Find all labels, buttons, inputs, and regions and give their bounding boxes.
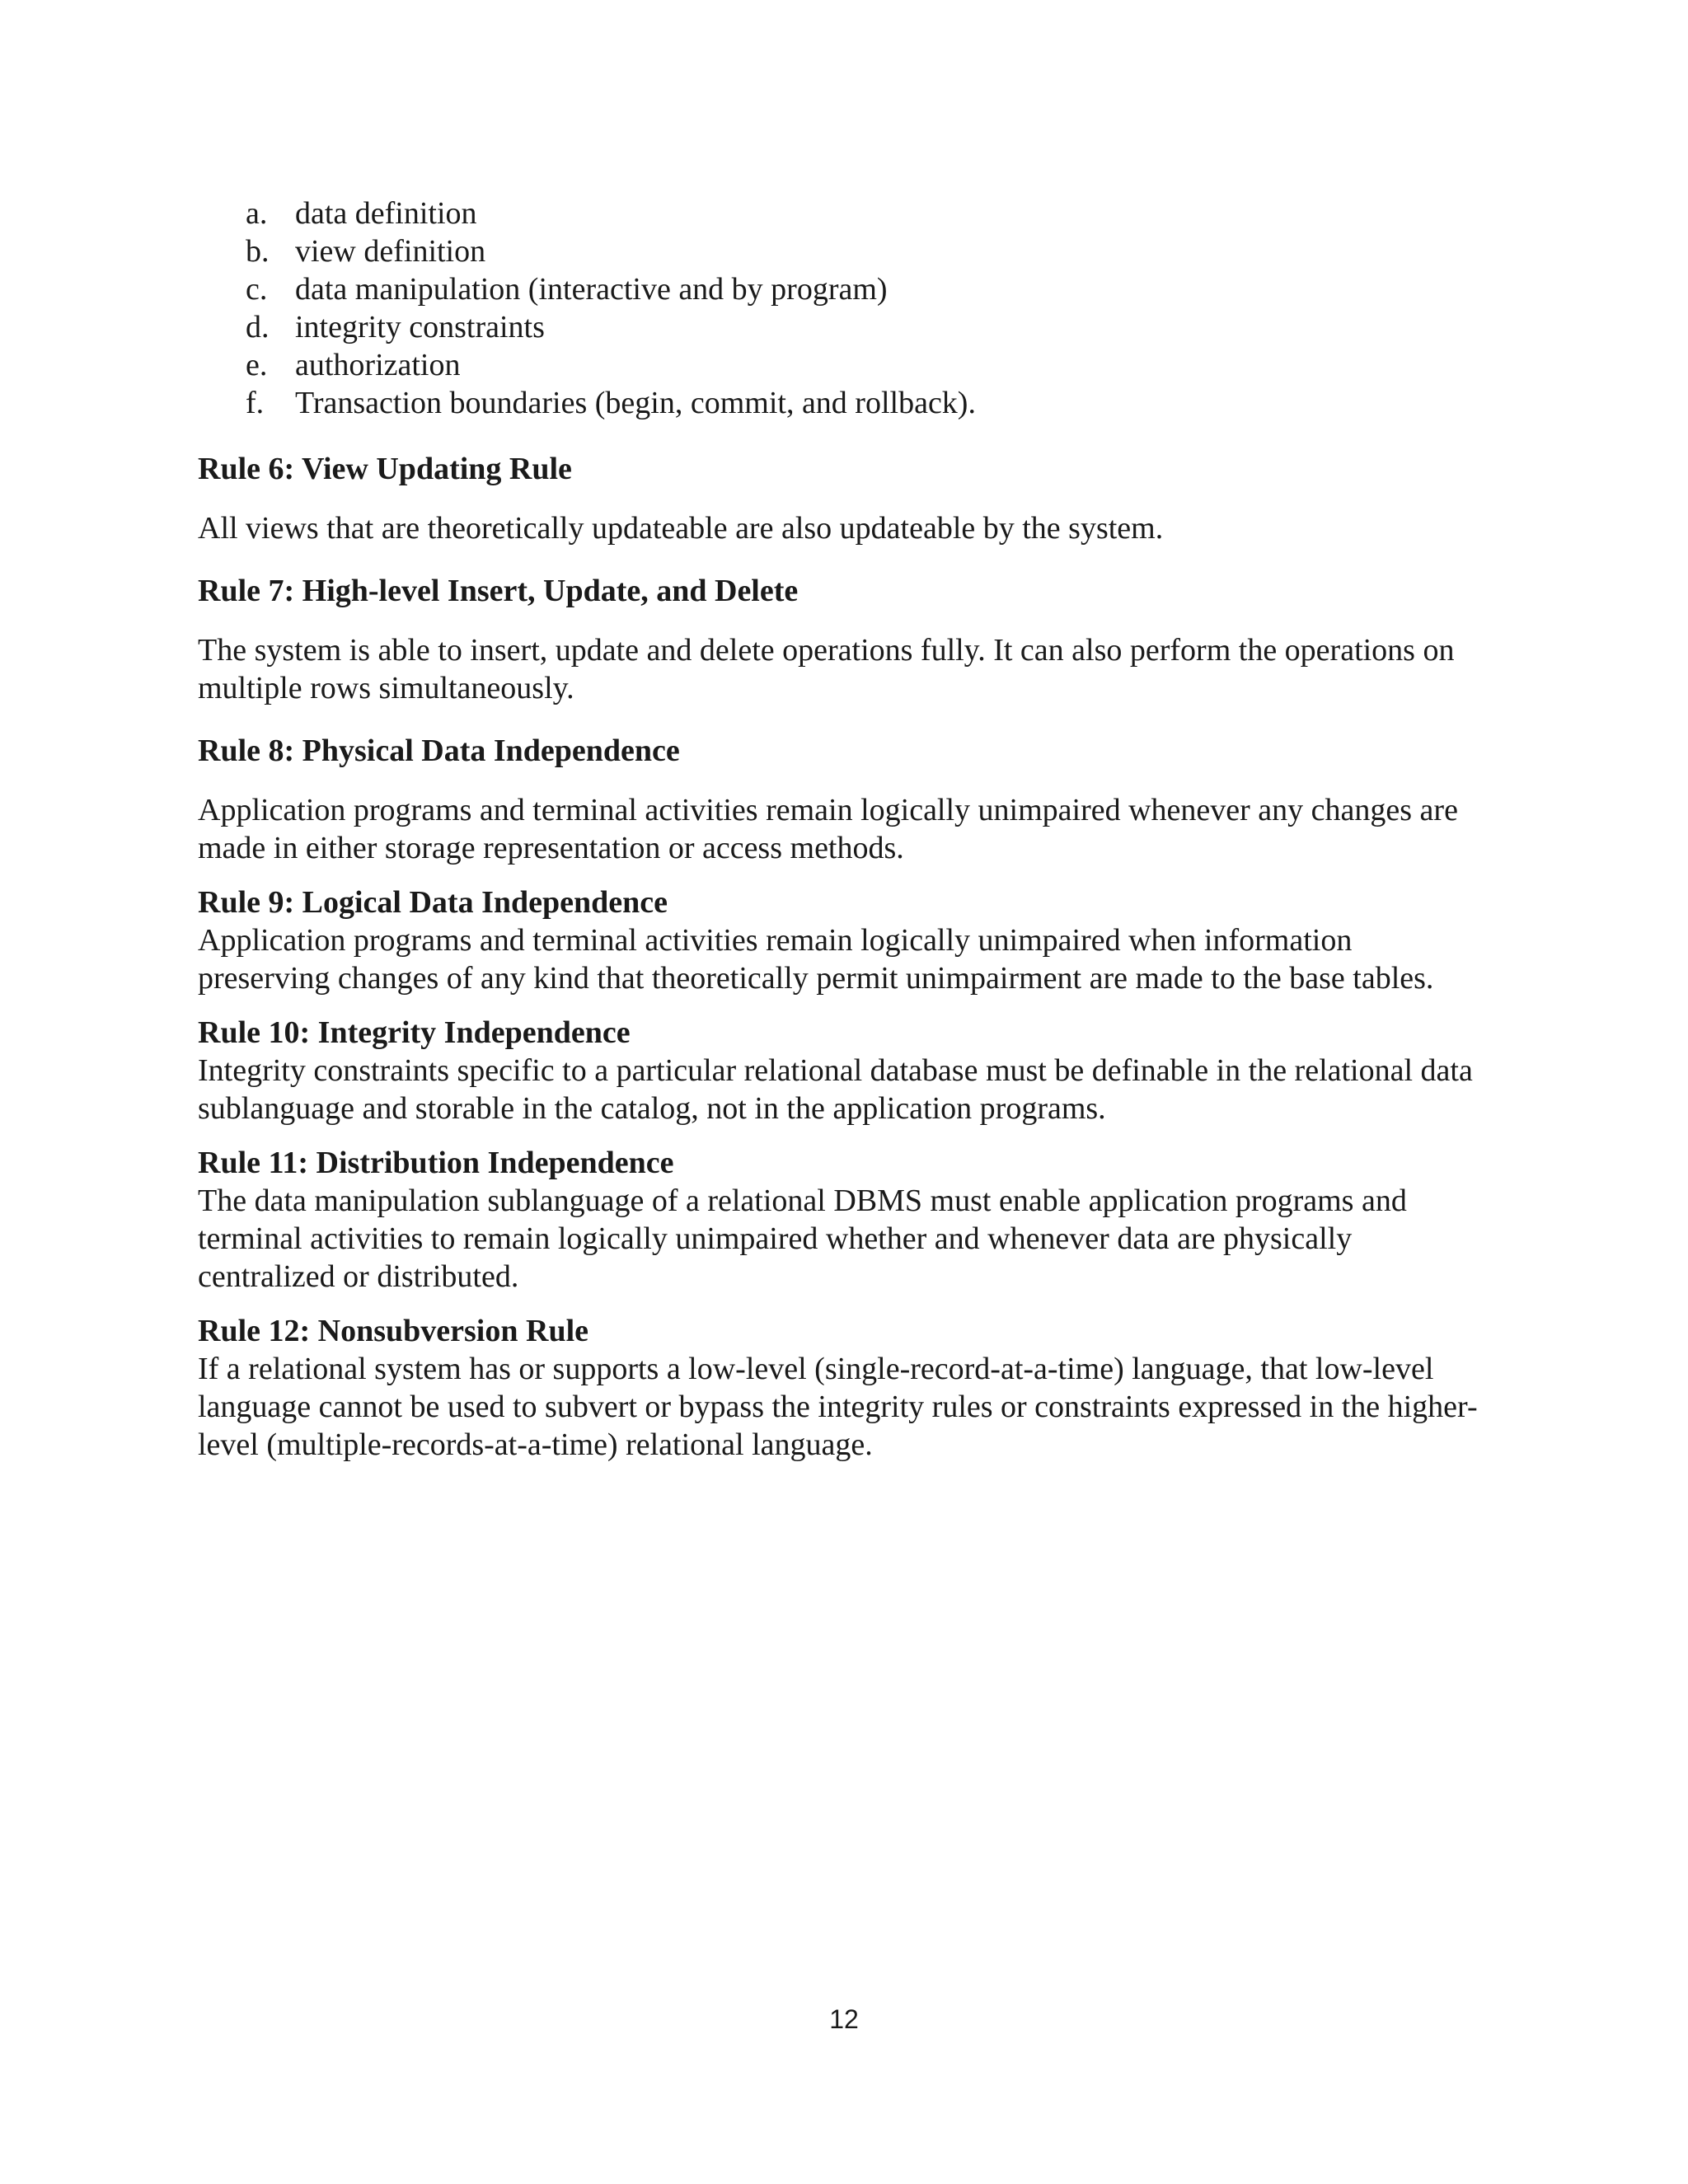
rule-7-body: The system is able to insert, update and delete operations fully. It can also perform the operations on multiple rows simultaneously.	[198, 633, 1455, 705]
rule-10-body: Integrity constraints specific to a particular relational database must be definable in the relational data sublanguage and storable in the catalog, not in the application programs.	[198, 1053, 1473, 1126]
list-item-text: data manipulation (interactive and by program)	[295, 272, 888, 307]
list-item-text: Transaction boundaries (begin, commit, and rollback).	[295, 386, 976, 420]
rule-9-heading: Rule 9: Logical Data Independence	[198, 885, 668, 920]
list-item-text: view definition	[295, 234, 486, 269]
list-marker: b.	[246, 234, 270, 269]
list-item	[198, 194, 1484, 232]
rule-7-heading: Rule 7: High-level Insert, Update, and Delete	[198, 574, 799, 608]
rule-11-body: The data manipulation sublanguage of a relational DBMS must enable application programs and terminal activities to remain logically unimpaired whether and whenever data are physically centralized or distributed.	[198, 1183, 1407, 1294]
list-marker: e.	[246, 348, 268, 382]
rule-9-body: Application programs and terminal activities remain logically unimpaired when information preserving changes of any kind that theoretically permit unimpairment are made to the base tables.	[198, 923, 1434, 996]
list-item-text: data definition	[295, 196, 477, 231]
page-content	[198, 194, 1484, 1464]
rule-9-section	[198, 883, 1484, 997]
rule-12-heading: Rule 12: Nonsubversion Rule	[198, 1314, 588, 1348]
rule-6-section	[198, 450, 1484, 547]
rule-12-body: If a relational system has or supports a low-level (single-record-at-a-time) language, that low-level language cannot be used to subvert or bypass the integrity rules or constraints expressed in the higher-level (multiple-records-at-a-time) relational language.	[198, 1352, 1478, 1462]
rule-7-section	[198, 572, 1484, 707]
capability-list	[198, 194, 1484, 422]
rule-10-heading: Rule 10: Integrity Independence	[198, 1015, 631, 1050]
list-item	[198, 232, 1484, 270]
rule-6-body: All views that are theoretically updateable are also updateable by the system.	[198, 511, 1164, 546]
rule-6-heading: Rule 6: View Updating Rule	[198, 452, 572, 486]
list-item-text: authorization	[295, 348, 461, 382]
rule-11-section	[198, 1144, 1484, 1296]
list-marker: f.	[246, 386, 265, 420]
rule-12-section	[198, 1312, 1484, 1464]
list-item	[198, 384, 1484, 422]
list-item	[198, 270, 1484, 308]
list-item-text: integrity constraints	[295, 310, 545, 344]
page-number: 12	[829, 2004, 859, 2034]
list-marker: c.	[246, 272, 268, 307]
rule-10-section	[198, 1014, 1484, 1127]
list-marker: a.	[246, 196, 268, 231]
list-item	[198, 308, 1484, 346]
rule-8-heading: Rule 8: Physical Data Independence	[198, 733, 680, 768]
rule-11-heading: Rule 11: Distribution Independence	[198, 1146, 674, 1180]
rule-8-section	[198, 732, 1484, 867]
list-marker: d.	[246, 310, 270, 344]
list-item	[198, 346, 1484, 384]
rule-8-body: Application programs and terminal activities remain logically unimpaired whenever any changes are made in either storage representation or access methods.	[198, 793, 1458, 865]
